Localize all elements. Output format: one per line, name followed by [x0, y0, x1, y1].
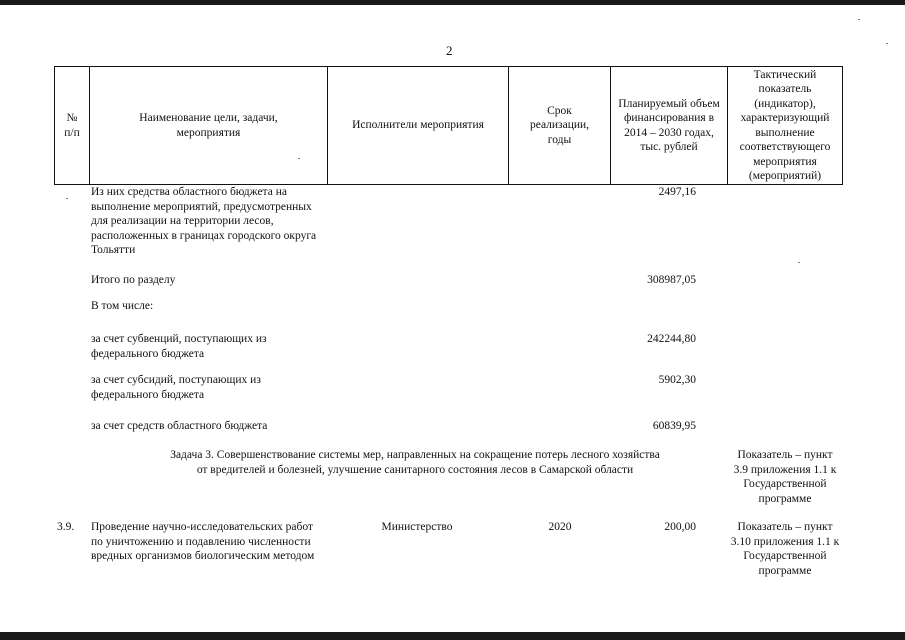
header-executors: Исполнители мероприятия: [352, 119, 484, 132]
header-name: Наименование цели, задачи, мероприятия: [139, 112, 278, 139]
task3-title-line2: от вредителей и болезней, улучшение санитарного состояния лесов в Самарской области: [196, 464, 634, 476]
total-label: Итого по разделу: [91, 274, 176, 286]
item-year: 2020: [548, 521, 572, 533]
regional-funds-label: за счет средств областного бюджета: [91, 420, 268, 432]
task3-indicator: Показатель – пункт 3.9 приложения 1.1 к Государственной программе: [733, 449, 837, 505]
scan-speck: [886, 43, 888, 44]
item-indicator: Показатель – пункт 3.10 приложения 1.1 к Государственной программе: [730, 521, 840, 577]
regional-funds-value: 60839,95: [652, 420, 696, 432]
header-number: № п/п: [64, 112, 80, 139]
page-number: 2: [446, 43, 453, 58]
regional-budget-label: Из них средства областного бюджета на выполнение мероприятий, предусмотренных для реализации на территории лесов, расположенных в границах городского округа Тольятти: [91, 186, 317, 256]
table-right-border: [842, 66, 843, 185]
header-financing: Планируемый объем финансирования в 2014 – 2030 годах, тыс. рублей: [618, 97, 720, 153]
scan-speck: [798, 262, 800, 263]
scan-border-bottom: [0, 632, 905, 640]
total-value: 308987,05: [647, 274, 696, 286]
scan-speck: [66, 198, 68, 199]
item-executor: Министерство: [381, 521, 453, 533]
header-period: Срок реализации, годы: [529, 104, 590, 146]
scan-border-top: [0, 0, 905, 5]
including-label: В том числе:: [91, 300, 154, 312]
item-number: 3.9.: [57, 521, 75, 533]
subsidies-label: за счет субсидий, поступающих из федерального бюджета: [91, 374, 261, 401]
item-name: Проведение научно-исследовательских работ по уничтожению и подавлению численности вредных организмов биологическим методом: [91, 521, 315, 562]
subventions-label: за счет субвенций, поступающих из федерального бюджета: [91, 333, 267, 360]
header-indicator: Тактический показатель (индикатор), характеризующий выполнение соответствующего мероприятия (мероприятий): [739, 68, 831, 182]
subsidies-value: 5902,30: [658, 374, 696, 386]
scan-speck: [858, 19, 860, 20]
task3-title-line1: Задача 3. Совершенствование системы мер, направленных на сокращение потерь лесного хозяйства: [170, 449, 660, 461]
regional-budget-value: 2497,16: [658, 186, 696, 198]
scan-speck: [298, 158, 300, 159]
item-amount: 200,00: [664, 521, 696, 533]
subventions-value: 242244,80: [647, 333, 696, 345]
